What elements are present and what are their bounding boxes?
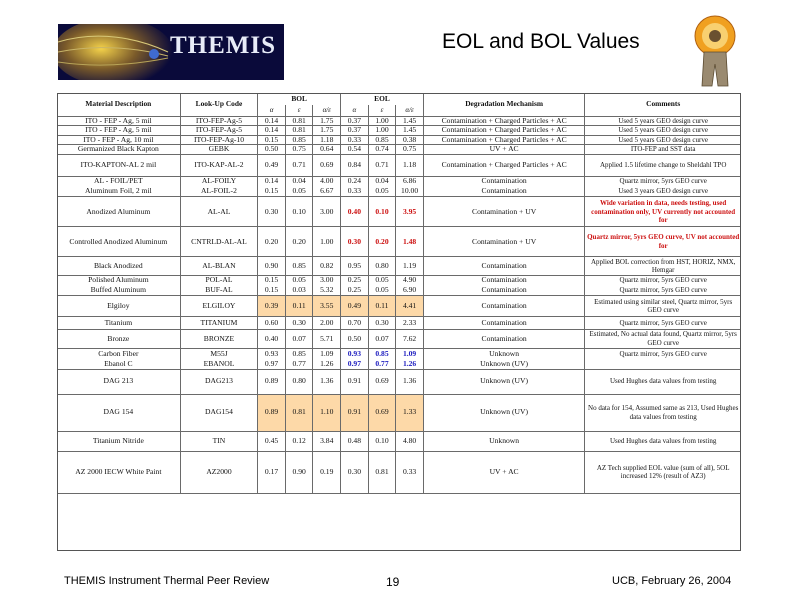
cell-com: Used 5 years GEO design curve bbox=[585, 135, 741, 145]
cell-material: Anodized Aluminum bbox=[57, 197, 180, 227]
cell-er: 0.38 bbox=[396, 135, 424, 145]
table-row bbox=[57, 317, 741, 330]
table-row bbox=[57, 135, 741, 145]
cell-ee: 0.05 bbox=[368, 276, 396, 285]
header-comments: Comments bbox=[585, 93, 741, 116]
header-material: Material Description bbox=[57, 93, 180, 116]
cell-deg: Contamination bbox=[423, 257, 584, 276]
cell-ee: 0.71 bbox=[368, 155, 396, 177]
cell-ea: 0.95 bbox=[341, 257, 369, 276]
cell-ea: 0.97 bbox=[341, 359, 369, 369]
cell-br: 2.00 bbox=[313, 317, 341, 330]
cell-br: 4.00 bbox=[313, 177, 341, 186]
table-row bbox=[57, 197, 741, 227]
cell-er: 1.48 bbox=[396, 227, 424, 257]
cell-br: 1.75 bbox=[313, 126, 341, 136]
cell-er: 1.09 bbox=[396, 348, 424, 359]
cell-be: 0.05 bbox=[285, 186, 313, 197]
cell-material: Titanium Nitride bbox=[57, 431, 180, 451]
cell-be: 0.85 bbox=[285, 257, 313, 276]
table-row bbox=[57, 145, 741, 155]
cell-ba: 0.15 bbox=[258, 186, 286, 197]
cell-be: 0.75 bbox=[285, 145, 313, 155]
cell-deg: Unknown (UV) bbox=[423, 394, 584, 431]
header-bol-epsilon: ε bbox=[285, 105, 313, 116]
cell-be: 0.10 bbox=[285, 197, 313, 227]
table-row bbox=[57, 126, 741, 136]
cell-be: 0.05 bbox=[285, 276, 313, 285]
table-row bbox=[57, 285, 741, 296]
mission-badge-icon bbox=[680, 12, 750, 92]
cell-ba: 0.93 bbox=[258, 348, 286, 359]
cell-material: ITO-KAPTON-AL 2 mil bbox=[57, 155, 180, 177]
cell-br: 3.84 bbox=[313, 431, 341, 451]
cell-deg: UV + AC bbox=[423, 145, 584, 155]
cell-br: 5.32 bbox=[313, 285, 341, 296]
header-bol: BOL bbox=[258, 93, 341, 105]
cell-er: 4.80 bbox=[396, 431, 424, 451]
cell-deg: Contamination + UV bbox=[423, 227, 584, 257]
cell-com: Used Hughes data values from testing bbox=[585, 431, 741, 451]
cell-be: 0.81 bbox=[285, 126, 313, 136]
cell-com: Quartz mirror, 5yrs GEO curve bbox=[585, 177, 741, 186]
cell-material: DAG 213 bbox=[57, 369, 180, 394]
cell-er: 2.33 bbox=[396, 317, 424, 330]
cell-be: 0.81 bbox=[285, 394, 313, 431]
cell-br: 0.82 bbox=[313, 257, 341, 276]
cell-ba: 0.17 bbox=[258, 451, 286, 493]
cell-er: 0.75 bbox=[396, 145, 424, 155]
cell-be: 0.85 bbox=[285, 348, 313, 359]
cell-ea: 0.33 bbox=[341, 186, 369, 197]
cell-com: Used 3 years GEO design curve bbox=[585, 186, 741, 197]
table-row bbox=[57, 116, 741, 126]
cell-material: Ebanol C bbox=[57, 359, 180, 369]
cell-ba: 0.15 bbox=[258, 276, 286, 285]
cell-ba: 0.15 bbox=[258, 285, 286, 296]
cell-deg: UV + AC bbox=[423, 451, 584, 493]
cell-ee: 0.30 bbox=[368, 317, 396, 330]
cell-code: AZ2000 bbox=[180, 451, 258, 493]
cell-ea: 0.70 bbox=[341, 317, 369, 330]
table-row bbox=[57, 394, 741, 431]
cell-br: 0.64 bbox=[313, 145, 341, 155]
cell-code: ITO-FEP-Ag-5 bbox=[180, 126, 258, 136]
cell-ba: 0.89 bbox=[258, 394, 286, 431]
cell-br: 0.19 bbox=[313, 451, 341, 493]
cell-deg: Contamination bbox=[423, 296, 584, 317]
cell-com: Quartz mirror, 5yrs GEO curve, UV not accounted for bbox=[585, 227, 741, 257]
cell-er: 6.86 bbox=[396, 177, 424, 186]
footer-left: THEMIS Instrument Thermal Peer Review bbox=[64, 575, 270, 587]
cell-code: BRONZE bbox=[180, 330, 258, 348]
cell-material: Titanium bbox=[57, 317, 180, 330]
cell-com: Applied 1.5 lifetime change to Sheldahl TPO bbox=[585, 155, 741, 177]
header-eol-ratio: α/ε bbox=[396, 105, 424, 116]
cell-ba: 0.30 bbox=[258, 197, 286, 227]
cell-deg: Contamination bbox=[423, 285, 584, 296]
cell-ea: 0.30 bbox=[341, 227, 369, 257]
cell-be: 0.07 bbox=[285, 330, 313, 348]
cell-er: 10.00 bbox=[396, 186, 424, 197]
table-row bbox=[57, 257, 741, 276]
cell-er: 1.33 bbox=[396, 394, 424, 431]
cell-br: 1.10 bbox=[313, 394, 341, 431]
cell-com: Quartz mirror, 5yrs GEO curve bbox=[585, 348, 741, 359]
cell-material: Polished Aluminum bbox=[88, 275, 149, 285]
cell-be: 0.77 bbox=[285, 359, 313, 369]
table-row bbox=[57, 369, 741, 394]
cell-ee: 0.11 bbox=[368, 296, 396, 317]
cell-ee: 0.10 bbox=[368, 197, 396, 227]
cell-com: Estimated using similar steel, Quartz mirror, 5yrs GEO curve bbox=[585, 296, 741, 317]
cell-er: 1.45 bbox=[396, 116, 424, 126]
cell-com: Quartz mirror, 5yrs GEO curve bbox=[585, 317, 741, 330]
table-row bbox=[57, 227, 741, 257]
cell-ee: 0.04 bbox=[368, 177, 396, 186]
cell-ba: 0.14 bbox=[258, 116, 286, 126]
cell-code: TIN bbox=[180, 431, 258, 451]
table-row bbox=[57, 330, 741, 348]
cell-deg: Contamination bbox=[423, 186, 584, 197]
cell-ea: 0.50 bbox=[341, 330, 369, 348]
cell-ba: 0.14 bbox=[258, 177, 286, 186]
cell-code: ITO-FEP-Ag-5 bbox=[180, 116, 258, 126]
cell-be: 0.04 bbox=[285, 177, 313, 186]
page-number: 19 bbox=[386, 575, 400, 589]
cell-ee: 0.05 bbox=[368, 285, 396, 296]
header-degradation: Degradation Mechanism bbox=[423, 93, 584, 116]
cell-br: 6.67 bbox=[313, 186, 341, 197]
cell-deg: Contamination bbox=[423, 177, 584, 186]
cell-deg: Contamination + Charged Particles + AC bbox=[423, 155, 584, 177]
cell-deg: Contamination + Charged Particles + AC bbox=[423, 135, 584, 145]
cell-er: 1.45 bbox=[396, 126, 424, 136]
cell-ea: 0.25 bbox=[341, 285, 369, 296]
cell-ba: 0.50 bbox=[258, 145, 286, 155]
cell-material: DAG 154 bbox=[57, 394, 180, 431]
cell-br: 1.09 bbox=[313, 348, 341, 359]
cell-deg: Unknown (UV) bbox=[423, 359, 584, 369]
cell-material: Carbon Fiber bbox=[98, 348, 139, 358]
cell-ee: 0.10 bbox=[368, 431, 396, 451]
cell-be: 0.85 bbox=[285, 135, 313, 145]
cell-ee: 1.00 bbox=[368, 126, 396, 136]
cell-code: M55J bbox=[180, 348, 258, 359]
cell-code: ELGILOY bbox=[180, 296, 258, 317]
cell-ea: 0.30 bbox=[341, 451, 369, 493]
cell-be: 0.80 bbox=[285, 369, 313, 394]
cell-ee: 0.81 bbox=[368, 451, 396, 493]
cell-deg: Contamination bbox=[423, 276, 584, 285]
header-eol-alpha: α bbox=[341, 105, 369, 116]
cell-ba: 0.20 bbox=[258, 227, 286, 257]
cell-ba: 0.39 bbox=[258, 296, 286, 317]
cell-ea: 0.54 bbox=[341, 145, 369, 155]
cell-er: 3.95 bbox=[396, 197, 424, 227]
cell-er: 4.90 bbox=[396, 276, 424, 285]
cell-code: EBANOL bbox=[180, 359, 258, 369]
cell-ba: 0.40 bbox=[258, 330, 286, 348]
cell-ee: 0.85 bbox=[368, 135, 396, 145]
cell-be: 0.71 bbox=[285, 155, 313, 177]
table-row bbox=[57, 155, 741, 177]
cell-ee: 0.20 bbox=[368, 227, 396, 257]
cell-code: DAG213 bbox=[180, 369, 258, 394]
cell-ee: 0.69 bbox=[368, 369, 396, 394]
cell-com: ITO-FEP and SST data bbox=[585, 145, 741, 155]
header-bol-ratio: α/ε bbox=[313, 105, 341, 116]
cell-ea: 0.33 bbox=[341, 135, 369, 145]
cell-ee: 0.05 bbox=[368, 186, 396, 197]
cell-be: 0.20 bbox=[285, 227, 313, 257]
cell-er: 0.33 bbox=[396, 451, 424, 493]
cell-br: 5.71 bbox=[313, 330, 341, 348]
cell-code: BUF-AL bbox=[180, 285, 258, 296]
cell-material: AZ 2000 IECW White Paint bbox=[57, 451, 180, 493]
cell-br: 1.00 bbox=[313, 227, 341, 257]
cell-ea: 0.25 bbox=[341, 276, 369, 285]
cell-be: 0.30 bbox=[285, 317, 313, 330]
cell-material: Germanized Black Kapton bbox=[57, 145, 180, 155]
table-row bbox=[57, 296, 741, 317]
cell-material: Controlled Anodized Aluminum bbox=[57, 227, 180, 257]
cell-br: 1.36 bbox=[313, 369, 341, 394]
cell-er: 1.36 bbox=[396, 369, 424, 394]
cell-br: 3.55 bbox=[313, 296, 341, 317]
cell-com: Quartz mirror, 5yrs GEO curve bbox=[585, 276, 741, 285]
table-row bbox=[57, 276, 741, 285]
cell-code: GEBK bbox=[180, 145, 258, 155]
cell-ba: 0.49 bbox=[258, 155, 286, 177]
footer-date: UCB, February 26, 2004 bbox=[612, 575, 732, 587]
cell-er: 1.19 bbox=[396, 257, 424, 276]
cell-code: CNTRLD-AL-AL bbox=[180, 227, 258, 257]
cell-com: Wide variation in data, needs testing, used contamination only, UV currently not accounted for bbox=[585, 197, 741, 227]
cell-deg: Contamination bbox=[423, 317, 584, 330]
cell-deg: Contamination + UV bbox=[423, 197, 584, 227]
cell-code: ITO-KAP-AL-2 bbox=[180, 155, 258, 177]
themis-logo bbox=[58, 24, 284, 80]
cell-deg: Unknown (UV) bbox=[423, 369, 584, 394]
cell-ee: 1.00 bbox=[368, 116, 396, 126]
cell-ee: 0.69 bbox=[368, 394, 396, 431]
table-row bbox=[57, 431, 741, 451]
cell-ee: 0.80 bbox=[368, 257, 396, 276]
cell-material: Bronze bbox=[57, 330, 180, 348]
cell-com bbox=[585, 359, 741, 369]
cell-material: ITO - FEP - Ag, 10 mil bbox=[57, 135, 180, 145]
cell-code: AL-BLAN bbox=[180, 257, 258, 276]
cell-er: 1.18 bbox=[396, 155, 424, 177]
cell-deg: Unknown bbox=[423, 348, 584, 359]
cell-ee: 0.07 bbox=[368, 330, 396, 348]
cell-deg: Contamination bbox=[423, 330, 584, 348]
cell-ea: 0.37 bbox=[341, 116, 369, 126]
cell-com: Used 5 years GEO design curve bbox=[585, 116, 741, 126]
cell-ba: 0.45 bbox=[258, 431, 286, 451]
table-row bbox=[57, 186, 741, 197]
cell-material: Buffed Aluminum bbox=[57, 285, 180, 296]
cell-code: POL-AL bbox=[180, 276, 258, 285]
table-row bbox=[57, 348, 741, 359]
page-title: EOL and BOL Values bbox=[442, 30, 640, 53]
header-eol-epsilon: ε bbox=[368, 105, 396, 116]
cell-ea: 0.24 bbox=[341, 177, 369, 186]
table-body bbox=[57, 116, 741, 493]
cell-br: 3.00 bbox=[313, 197, 341, 227]
header-bol-alpha: α bbox=[258, 105, 286, 116]
cell-code: AL-AL bbox=[180, 197, 258, 227]
cell-ea: 0.49 bbox=[341, 296, 369, 317]
cell-ea: 0.48 bbox=[341, 431, 369, 451]
cell-material: Elgiloy bbox=[57, 296, 180, 317]
cell-ba: 0.14 bbox=[258, 126, 286, 136]
cell-ba: 0.97 bbox=[258, 359, 286, 369]
cell-br: 3.00 bbox=[313, 276, 341, 285]
cell-br: 0.69 bbox=[313, 155, 341, 177]
cell-material: Aluminum Foil, 2 mil bbox=[57, 186, 180, 197]
table-row bbox=[57, 177, 741, 186]
cell-code: TITANIUM bbox=[180, 317, 258, 330]
cell-be: 0.03 bbox=[285, 285, 313, 296]
cell-ee: 0.74 bbox=[368, 145, 396, 155]
eol-bol-table bbox=[57, 93, 741, 494]
cell-material: Black Anodized bbox=[57, 257, 180, 276]
cell-ba: 0.15 bbox=[258, 135, 286, 145]
cell-be: 0.90 bbox=[285, 451, 313, 493]
cell-com: Used 5 years GEO design curve bbox=[585, 126, 741, 136]
header-row bbox=[57, 93, 741, 105]
cell-br: 1.18 bbox=[313, 135, 341, 145]
cell-code: DAG154 bbox=[180, 394, 258, 431]
cell-br: 1.26 bbox=[313, 359, 341, 369]
cell-code: ITO-FEP-Ag-10 bbox=[180, 135, 258, 145]
cell-er: 4.41 bbox=[396, 296, 424, 317]
cell-ba: 0.89 bbox=[258, 369, 286, 394]
cell-deg: Unknown bbox=[423, 431, 584, 451]
cell-ea: 0.93 bbox=[341, 348, 369, 359]
cell-be: 0.81 bbox=[285, 116, 313, 126]
cell-ee: 0.85 bbox=[368, 348, 396, 359]
header-eol: EOL bbox=[341, 93, 424, 105]
cell-ea: 0.84 bbox=[341, 155, 369, 177]
cell-be: 0.12 bbox=[285, 431, 313, 451]
header-lookup: Look-Up Code bbox=[180, 93, 258, 116]
cell-com: AZ Tech supplied EOL value (sum of all), 5OL increased 12% (result of AZ3) bbox=[585, 451, 741, 493]
cell-er: 6.90 bbox=[396, 285, 424, 296]
table-row bbox=[57, 451, 741, 493]
cell-code: AL-FOILY bbox=[180, 177, 258, 186]
cell-material: ITO - FEP - Ag, 5 mil bbox=[57, 126, 180, 136]
table-row bbox=[57, 359, 741, 369]
cell-br: 1.75 bbox=[313, 116, 341, 126]
cell-deg: Contamination + Charged Particles + AC bbox=[423, 116, 584, 126]
logo-wordmark: THEMIS bbox=[170, 32, 277, 59]
cell-deg: Contamination + Charged Particles + AC bbox=[423, 126, 584, 136]
cell-code: AL-FOIL-2 bbox=[180, 186, 258, 197]
cell-ea: 0.37 bbox=[341, 126, 369, 136]
cell-material: ITO - FEP - Ag, 5 mil bbox=[57, 116, 180, 126]
cell-ea: 0.91 bbox=[341, 369, 369, 394]
cell-com: No data for 154, Assumed same as 213, Used Hughes data values from testing bbox=[585, 394, 741, 431]
cell-material: AL - FOIL/PET bbox=[94, 176, 143, 186]
cell-ba: 0.60 bbox=[258, 317, 286, 330]
cell-er: 7.62 bbox=[396, 330, 424, 348]
cell-com: Estimated, No actual data found, Quartz mirror, 5yrs GEO curve bbox=[585, 330, 741, 348]
cell-ea: 0.40 bbox=[341, 197, 369, 227]
cell-be: 0.11 bbox=[285, 296, 313, 317]
cell-com: Used Hughes data values from testing bbox=[585, 369, 741, 394]
cell-er: 1.26 bbox=[396, 359, 424, 369]
cell-com: Applied BOL correction from HST, HORIZ, NMX, Hemgar bbox=[585, 257, 741, 276]
cell-ba: 0.90 bbox=[258, 257, 286, 276]
cell-ee: 0.77 bbox=[368, 359, 396, 369]
cell-ea: 0.91 bbox=[341, 394, 369, 431]
cell-com: Quartz mirror, 5yrs GEO curve bbox=[585, 285, 741, 296]
